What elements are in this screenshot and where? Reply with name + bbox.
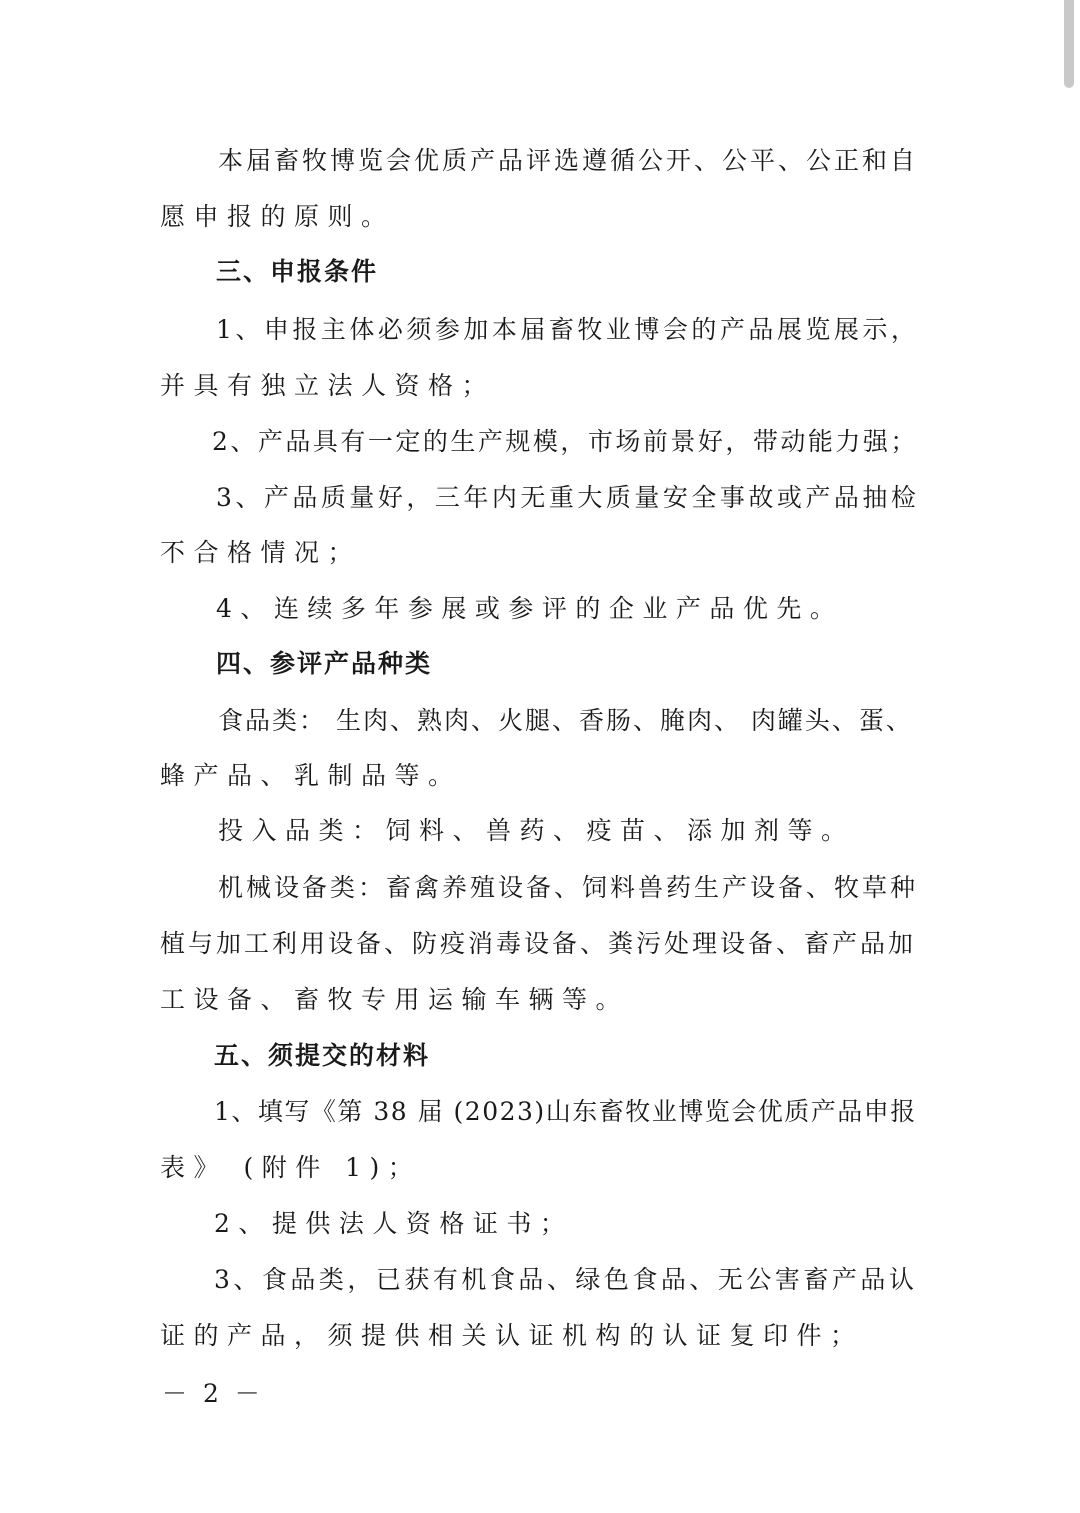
paragraph-line: 1、填写《第 38 届 (2023)山东畜牧业博览会优质产品申报 xyxy=(214,1097,917,1126)
paragraph-line: 3、产品质量好，三年内无重大质量安全事故或产品抽检 xyxy=(216,483,920,512)
paragraph-line: 机械设备类：畜禽养殖设备、饲料兽药生产设备、牧草种 xyxy=(218,873,919,902)
section-heading: 三、申报条件 xyxy=(216,257,379,286)
paragraph-line: 愿申报的原则。 xyxy=(160,202,395,231)
page-number: － 2 － xyxy=(162,1379,264,1408)
paragraph-line: 表》 (附件 1)； xyxy=(160,1153,422,1182)
paragraph-line: 2、提供法人资格证书； xyxy=(214,1209,574,1238)
paragraph-line: 2、产品具有一定的生产规模，市场前景好，带动能力强； xyxy=(212,427,918,456)
paragraph-line: 4、连续多年参展或参评的企业产品优先。 xyxy=(216,594,844,623)
paragraph-line: 3、食品类，已获有机食品、绿色食品、无公害畜产品认 xyxy=(214,1265,918,1294)
paragraph-line: 并具有独立法人资格； xyxy=(160,371,496,400)
paragraph-line: 蜂产品、乳制品等。 xyxy=(160,761,462,790)
paragraph-line: 工设备、畜牧专用运输车辆等。 xyxy=(160,985,630,1014)
paragraph-line: 证的产品，须提供相关认证机构的认证复印件； xyxy=(160,1321,864,1350)
section-heading: 四、参评产品种类 xyxy=(216,649,433,678)
paragraph-line: 投入品类：饲料、兽药、疫苗、添加剂等。 xyxy=(218,816,855,845)
paragraph-line: 植与加工利用设备、防疫消毒设备、粪污处理设备、畜产品加 xyxy=(160,929,917,958)
paragraph-line: 1、申报主体必须参加本届畜牧业博会的产品展览展示， xyxy=(216,315,920,344)
paragraph-line: 本届畜牧博览会优质产品评选遵循公开、公平、公正和自 xyxy=(218,146,919,175)
paragraph-line: 不合格情况； xyxy=(160,538,362,567)
paragraph-line: 食品类： 生肉、熟肉、火腿、香肠、腌肉、 肉罐头、蛋、 xyxy=(218,706,913,735)
section-heading: 五、须提交的材料 xyxy=(214,1041,431,1070)
